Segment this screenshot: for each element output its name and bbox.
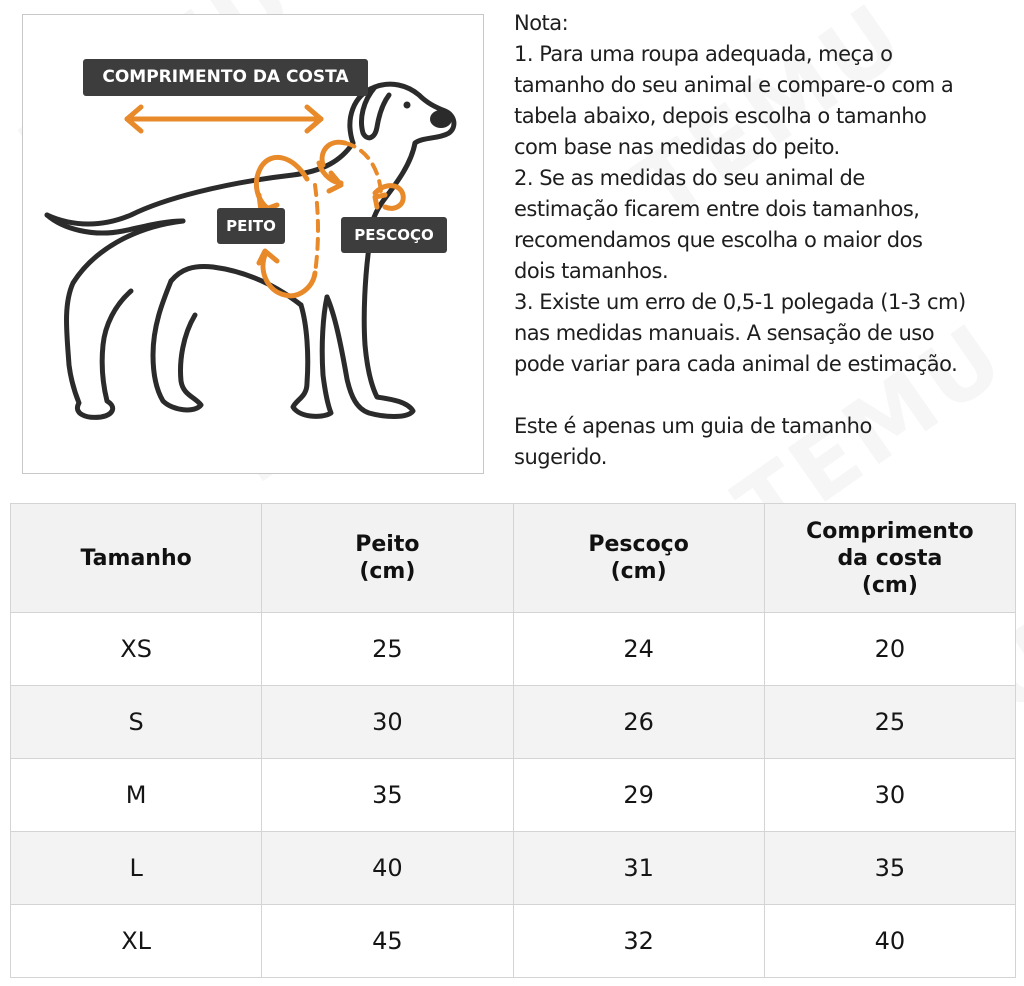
note-line: 3. Existe um erro de 0,5-1 polegada (1-3 cm) xyxy=(514,290,966,314)
neck-label: PESCOÇO xyxy=(341,217,447,253)
header-back-length xyxy=(764,504,1015,613)
cell-back-length: 30 xyxy=(764,759,1015,832)
header-back-length-unit: (cm) xyxy=(861,572,918,598)
cell-back-length: 25 xyxy=(764,686,1015,759)
note-line: tabela abaixo, depois escolha o tamanho xyxy=(514,104,927,128)
spacer xyxy=(514,380,1019,411)
note-line: recomendamos que escolha o maior dos xyxy=(514,228,923,252)
note-footer-line: sugerido. xyxy=(514,445,607,469)
cell-chest: 25 xyxy=(262,613,513,686)
cell-back-length: 40 xyxy=(764,905,1015,978)
table-row xyxy=(11,759,1016,832)
dog-measurement-diagram xyxy=(22,14,484,474)
cell-neck: 32 xyxy=(513,905,764,978)
cell-neck: 31 xyxy=(513,832,764,905)
cell-neck: 29 xyxy=(513,759,764,832)
cell-chest: 35 xyxy=(262,759,513,832)
note-line: nas medidas manuais. A sensação de uso xyxy=(514,321,935,345)
note-line: com base nas medidas do peito. xyxy=(514,135,840,159)
header-neck xyxy=(513,504,764,613)
cell-size: XS xyxy=(11,613,262,686)
header-chest xyxy=(262,504,513,613)
notes-title: Nota: xyxy=(514,11,569,35)
cell-chest: 40 xyxy=(262,832,513,905)
cell-size: L xyxy=(11,832,262,905)
header-size-label: Tamanho xyxy=(80,545,192,571)
note-line: 1. Para uma roupa adequada, meça o xyxy=(514,42,893,66)
header-chest-label: Peito xyxy=(355,532,420,557)
cell-back-length: 20 xyxy=(764,613,1015,686)
cell-size: M xyxy=(11,759,262,832)
chest-label: PEITO xyxy=(217,208,285,244)
header-back-length-label: Comprimento xyxy=(806,518,974,544)
table-row xyxy=(11,832,1016,905)
cell-chest: 30 xyxy=(262,686,513,759)
table-header-row xyxy=(11,504,1016,613)
note-line: tamanho do seu animal e compare-o com a xyxy=(514,73,954,97)
note-line: estimação ficarem entre dois tamanhos, xyxy=(514,197,920,221)
note-line: 2. Se as medidas do seu animal de xyxy=(514,166,865,190)
table-row xyxy=(11,686,1016,759)
table-row xyxy=(11,905,1016,978)
header-back-length-label-2: da costa xyxy=(837,545,943,571)
cell-back-length: 35 xyxy=(764,832,1015,905)
header-chest-unit: (cm) xyxy=(359,559,416,584)
notes-section xyxy=(514,8,1019,473)
cell-size: S xyxy=(11,686,262,759)
note-line: pode variar para cada animal de estimação. xyxy=(514,352,958,376)
header-neck-label: Pescoço xyxy=(588,532,689,557)
header-size xyxy=(11,504,262,613)
table-row xyxy=(11,613,1016,686)
back-length-label: COMPRIMENTO DA COSTA xyxy=(83,59,368,96)
size-chart-table xyxy=(10,503,1016,978)
header-neck-unit: (cm) xyxy=(610,559,667,584)
cell-neck: 26 xyxy=(513,686,764,759)
cell-chest: 45 xyxy=(262,905,513,978)
cell-neck: 24 xyxy=(513,613,764,686)
note-line: dois tamanhos. xyxy=(514,259,669,283)
cell-size: XL xyxy=(11,905,262,978)
note-footer-line: Este é apenas um guia de tamanho xyxy=(514,414,872,438)
